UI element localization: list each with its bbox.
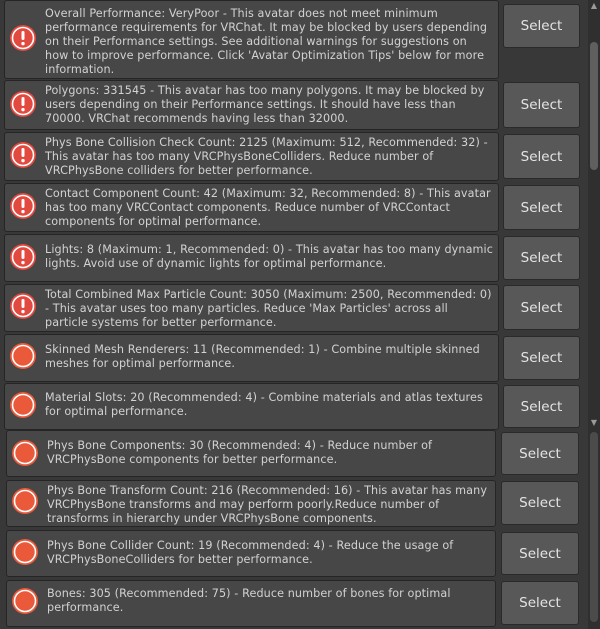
message-text: Overall Performance: VeryPoor - This avatar does not meet minimum performance requirements for VRChat. It may be blocked by users depending on their Performance settings. See additional warnings for suggestions on how to improve performance. Click 'Avatar Optimization Tips' below for more information. <box>45 7 488 76</box>
error-exclamation-icon <box>9 243 37 275</box>
error-exclamation-icon <box>9 292 37 324</box>
error-exclamation-icon <box>9 90 37 122</box>
scroll-up-arrow-icon[interactable]: ▲ <box>590 1 598 10</box>
error-exclamation-icon <box>9 192 37 224</box>
message-text: Phys Bone Collider Count: 19 (Recommended: 4) - Reduce the usage of VRCPhysBoneColliders for better performance. <box>47 539 454 566</box>
warning-dot-icon <box>11 487 39 519</box>
error-exclamation-icon <box>9 24 37 56</box>
message-text: Contact Component Count: 42 (Maximum: 32, Recommended: 8) - This avatar has too many VRCContact components. Reduce number of VRCContact components for optimal performance. <box>45 187 491 228</box>
scrollbar-thumb[interactable] <box>590 42 598 170</box>
error-exclamation-icon <box>9 141 37 173</box>
select-button[interactable]: Select <box>503 236 580 280</box>
scroll-down-arrow-icon[interactable]: ▼ <box>590 418 598 427</box>
select-button[interactable]: Select <box>501 481 579 525</box>
warning-dot-icon <box>9 391 37 423</box>
message-text: Lights: 8 (Maximum: 1, Recommended: 0) - This avatar has too many dynamic lights. Avoid use of dynamic lights for optimal performance. <box>45 243 494 270</box>
select-button[interactable]: Select <box>503 4 580 48</box>
warning-dot-icon <box>11 587 39 619</box>
message-text: Skinned Mesh Renderers: 11 (Recommended: 1) - Combine multiple skinned meshes for optimal performance. <box>45 343 480 370</box>
select-button[interactable]: Select <box>501 581 579 625</box>
select-button[interactable]: Select <box>503 385 580 428</box>
warning-dot-icon <box>11 538 39 570</box>
warning-dot-icon <box>9 342 37 374</box>
select-button[interactable]: Select <box>503 82 580 128</box>
message-text: Total Combined Max Particle Count: 3050 (Maximum: 2500, Recommended: 0) - This avatar uses too many particles. Reduce 'Max Particles' across all particle systems for better performance. <box>45 288 492 329</box>
scrollbar-thumb-lower[interactable] <box>590 432 598 622</box>
message-text: Polygons: 331545 - This avatar has too many polygons. It may be blocked by users depending on their Performance settings. It should have less than 70000. VRChat recommends having less than 32000. <box>45 84 485 125</box>
select-button[interactable]: Select <box>503 185 580 230</box>
message-text: Material Slots: 20 (Recommended: 4) - Combine materials and atlas textures for optimal performance. <box>45 391 483 418</box>
message-text: Phys Bone Transform Count: 216 (Recommended: 16) - This avatar has many VRCPhysBone transforms and may perform poorly.Reduce number of transforms in hierarchy under VRCPhysBone components. <box>47 484 488 525</box>
select-button[interactable]: Select <box>501 432 579 475</box>
vertical-scrollbar[interactable] <box>588 0 600 629</box>
message-text: Phys Bone Collision Check Count: 2125 (Maximum: 512, Recommended: 32) - This avatar has too many VRCPhysBoneColliders. Reduce number of VRCPhysBone colliders for better performance. <box>45 136 488 177</box>
message-text: Bones: 305 (Recommended: 75) - Reduce number of bones for optimal performance. <box>47 587 451 614</box>
select-button[interactable]: Select <box>503 285 580 330</box>
select-button[interactable]: Select <box>503 336 580 380</box>
select-button[interactable]: Select <box>501 532 579 575</box>
select-button[interactable]: Select <box>503 134 580 179</box>
warning-dot-icon <box>11 439 39 471</box>
message-text: Phys Bone Components: 30 (Recommended: 4) - Reduce number of VRCPhysBone components for better performance. <box>47 439 433 466</box>
